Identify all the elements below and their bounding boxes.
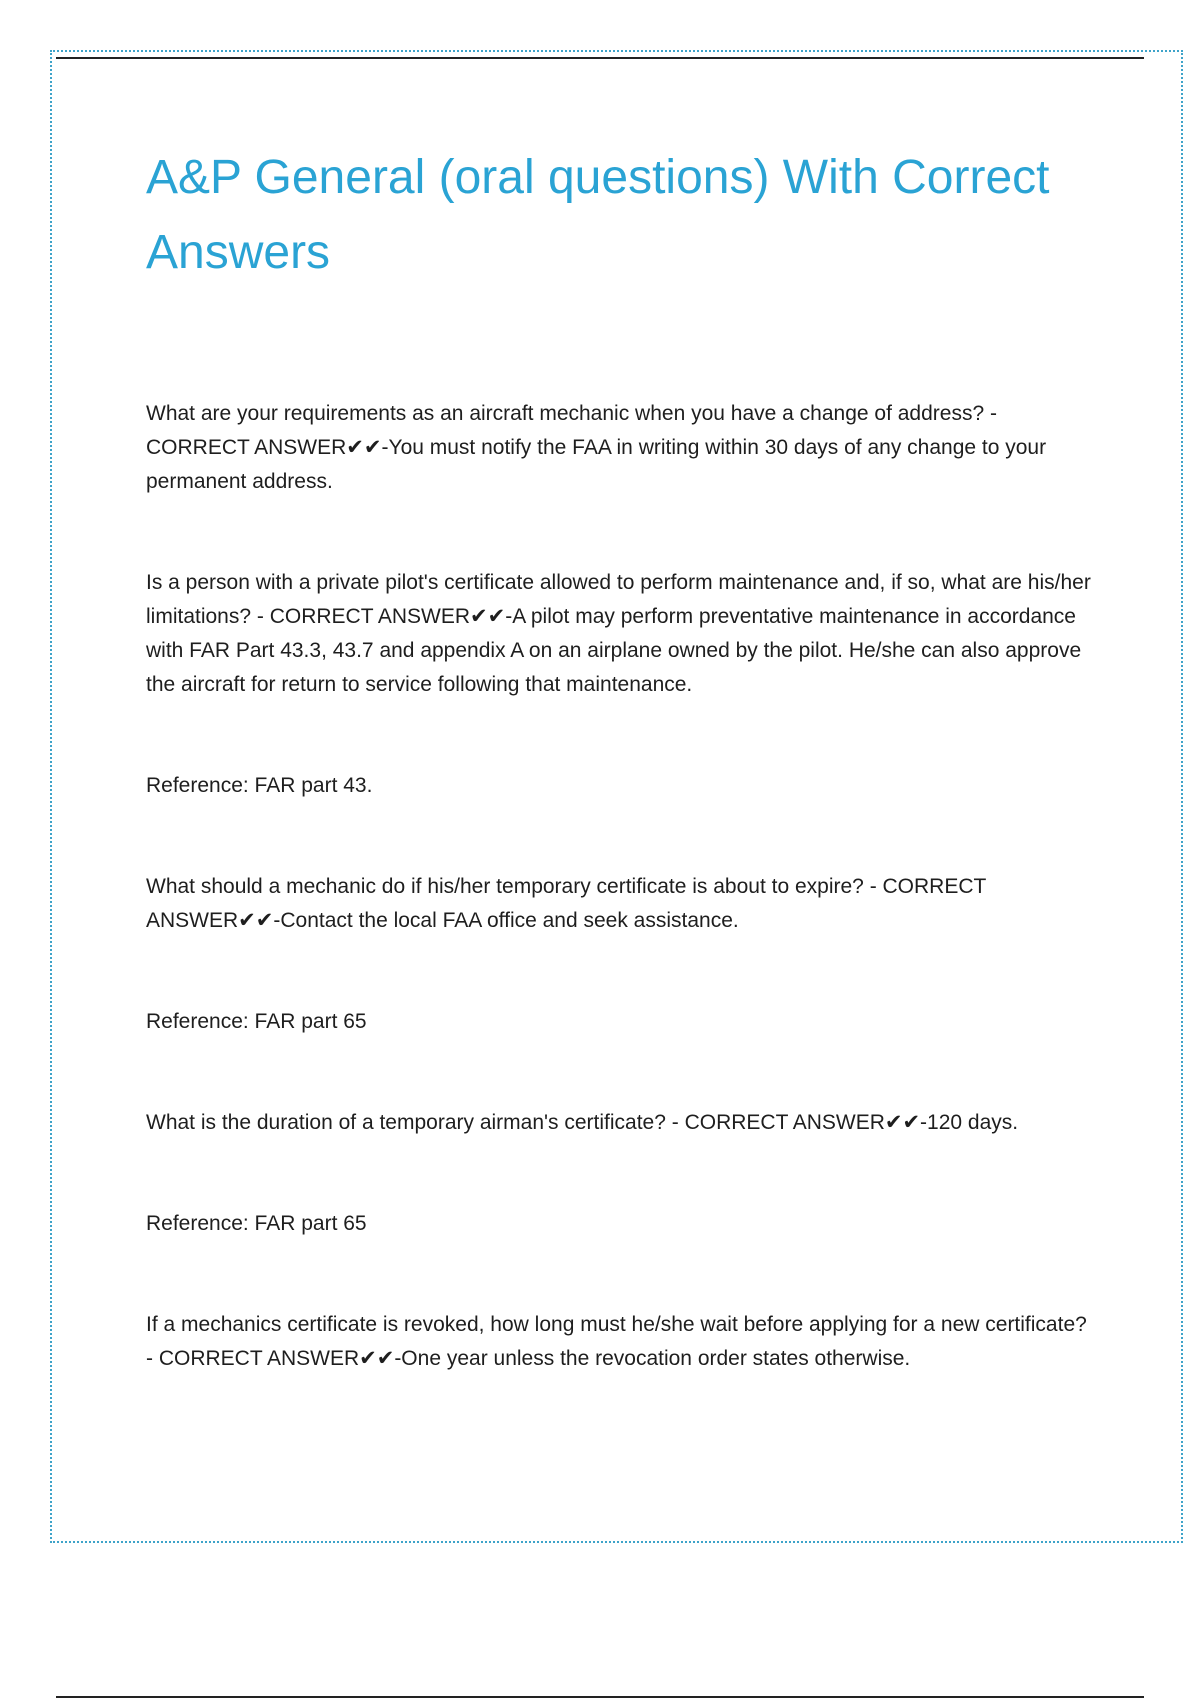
reference-far-43: Reference: FAR part 43. <box>146 774 373 797</box>
qa-paragraph-revoked-certificate: If a mechanics certificate is revoked, how long must he/she wait before applying for a new certificate? - CORRECT ANSWER✔✔-One year unless the revocation order states otherwise. <box>146 1313 1087 1370</box>
qa-paragraph-private-pilot-maintenance: Is a person with a private pilot's certificate allowed to perform maintenance and, if so, what are his/her limitations? - CORRECT ANSWER✔✔-A pilot may perform preventative maintenance in accordance with FAR Part 43.3, 43.7 and appendix A on an airplane owned by the pilot. He/she can also approve the aircraft for return to service following that maintenance. <box>146 571 1091 696</box>
qa-paragraph-temporary-certificate-expiry: What should a mechanic do if his/her temporary certificate is about to expire? - CORRECT ANSWER✔✔-Contact the local FAA office and seek assistance. <box>146 875 986 932</box>
bottom-rule <box>56 1696 1144 1698</box>
qa-paragraph-address-change: What are your requirements as an aircraft mechanic when you have a change of address? - CORRECT ANSWER✔✔-You must notify the FAA in writing within 30 days of any change to your permanent address. <box>146 402 1047 493</box>
reference-far-65-b: Reference: FAR part 65 <box>146 1212 367 1235</box>
document-title: A&P General (oral questions) With Correct Answers <box>146 151 1050 279</box>
reference-far-65-a: Reference: FAR part 65 <box>146 1010 367 1033</box>
qa-paragraph-temporary-certificate-duration: What is the duration of a temporary airman's certificate? - CORRECT ANSWER✔✔-120 days. <box>146 1111 1019 1134</box>
document-body <box>146 397 1096 1443</box>
